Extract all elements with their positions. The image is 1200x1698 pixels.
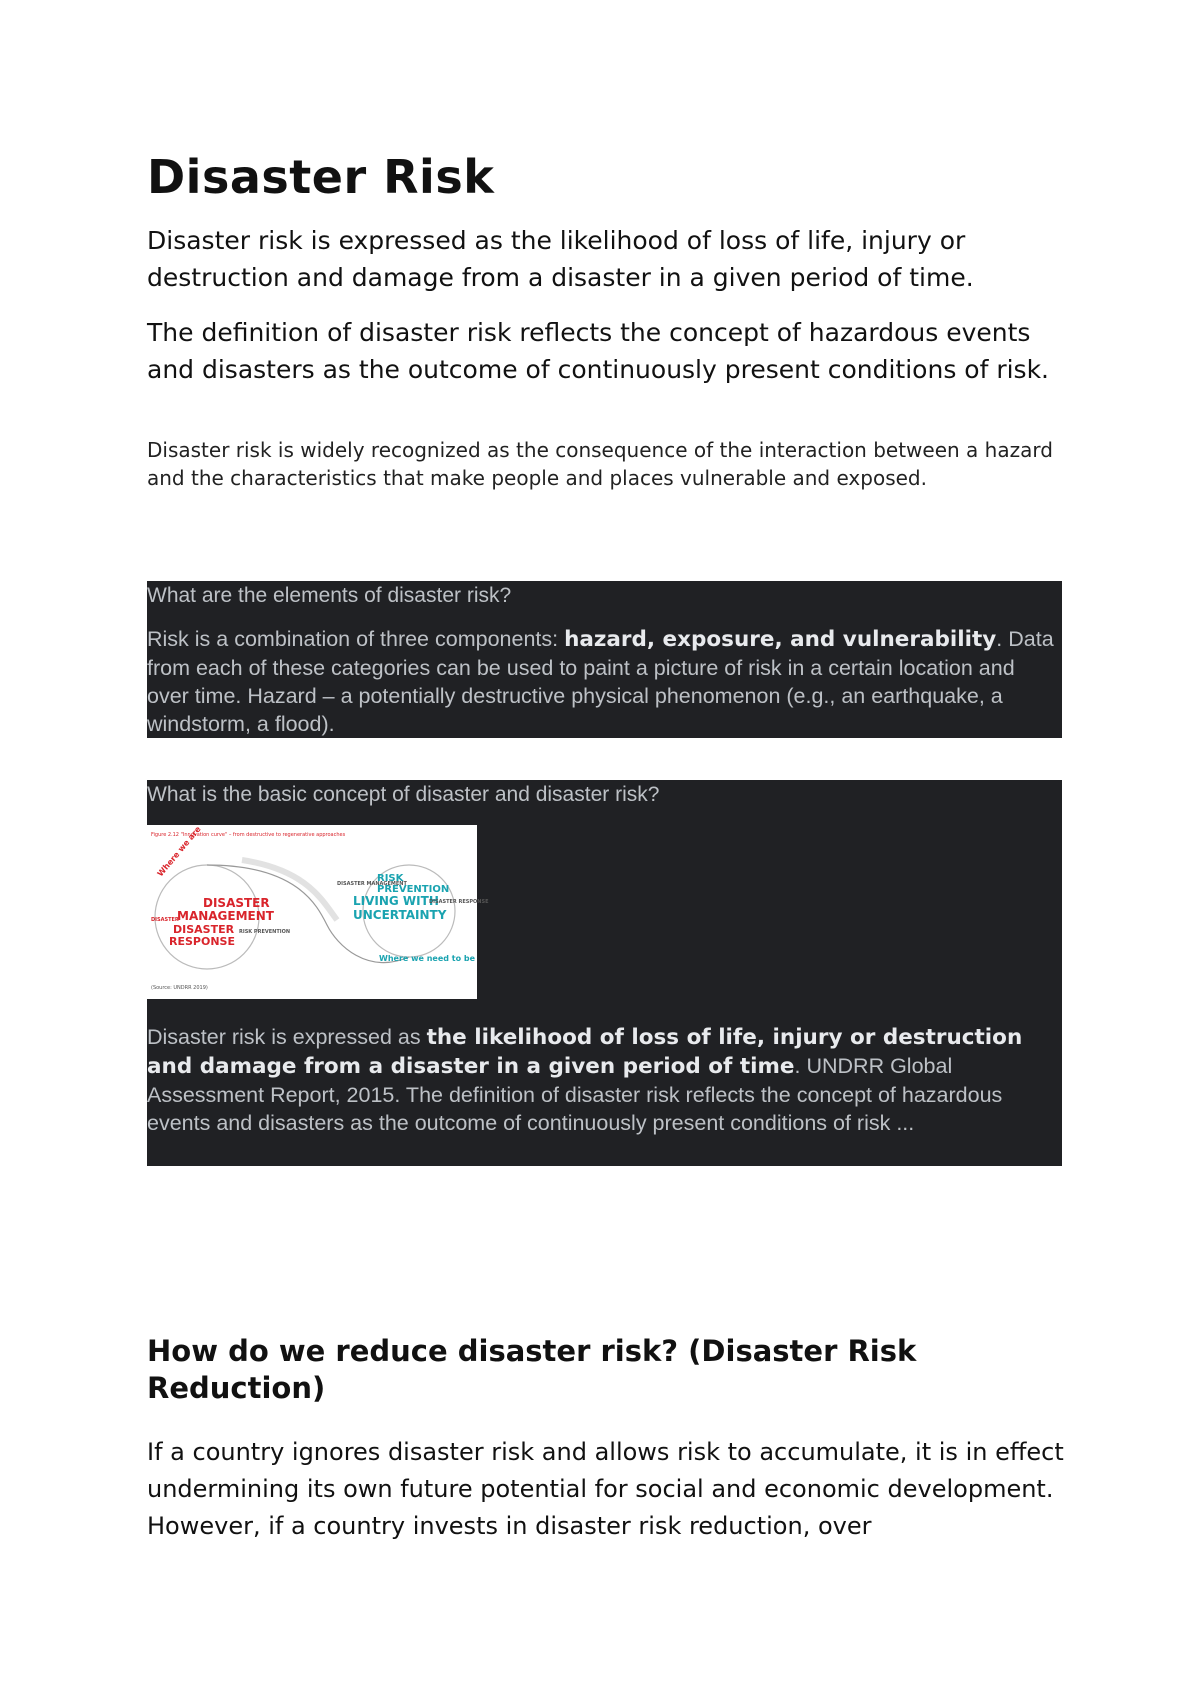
left-label-1: DISASTER bbox=[203, 896, 270, 910]
left-label-2: MANAGEMENT bbox=[177, 909, 274, 923]
snippet-question: What are the elements of disaster risk? bbox=[147, 584, 512, 607]
right-label-3: LIVING WITH bbox=[353, 894, 439, 908]
snippet-question: What is the basic concept of disaster and disaster risk? bbox=[147, 783, 660, 806]
intro-paragraph-3: Disaster risk is widely recognized as the consequence of the interaction between a hazard and the characteristics that make people and places vulnerable and exposed. bbox=[147, 438, 1053, 490]
arc-right-label: Where we need to be bbox=[379, 954, 476, 963]
snippet-answer bbox=[147, 1023, 1062, 1137]
answer-text-cont: . UNDRR Global Assessment Report, 2015. The definition of disaster risk reflects the concept of hazardous events and disasters as the outcome of continuously present conditions of risk ... bbox=[147, 1054, 1003, 1135]
right-label-5: DISASTER MANAGEMENT bbox=[337, 881, 407, 887]
arc-left-label: Where we are bbox=[155, 824, 203, 879]
answer-bold: hazard, exposure, and vulnerability bbox=[564, 627, 997, 652]
innovation-curve-diagram bbox=[147, 824, 489, 999]
left-label-5: DISASTER bbox=[151, 917, 179, 923]
section-heading: How do we reduce disaster risk? (Disaster Risk Reduction) bbox=[147, 1334, 917, 1405]
intro-paragraph-1: Disaster risk is expressed as the likelihood of loss of life, injury or destruction and damage from a disaster in a given period of time. bbox=[147, 226, 974, 292]
right-label-1: RISK bbox=[377, 873, 404, 884]
figure-caption: Figure 2.12 "Innovation curve" – from destructive to regenerative approaches bbox=[151, 832, 346, 838]
answer-text: Disaster risk is expressed as bbox=[147, 1025, 427, 1049]
figure-source: (Source: UNDRR 2019) bbox=[151, 985, 208, 991]
left-label-4: RESPONSE bbox=[169, 935, 235, 948]
answer-text: Risk is a combination of three components: bbox=[147, 627, 565, 651]
innovation-curve-figure bbox=[147, 824, 489, 999]
search-snippet-concept bbox=[147, 780, 1062, 1166]
right-label-6: DISASTER RESPONSE bbox=[429, 899, 489, 905]
right-label-2: PREVENTION bbox=[377, 884, 450, 895]
snippet-answer bbox=[147, 625, 1062, 738]
search-snippet-elements bbox=[147, 581, 1062, 738]
answer-text-cont: . Data from each of these categories can be used to paint a picture of risk in a certain location and over time. Hazard – a potentially destructive physical phenomenon (e.g., an earthquake, a windstorm, a flood). bbox=[147, 627, 1054, 736]
section-body: If a country ignores disaster risk and allows risk to accumulate, it is in effect undermining its own future potential for social and economic development. However, if a country invests in disaster risk reduction, over bbox=[147, 1438, 1064, 1540]
right-label-4: UNCERTAINTY bbox=[353, 908, 447, 922]
left-label-6: RISK PREVENTION bbox=[239, 929, 291, 935]
left-label-3: DISASTER bbox=[173, 923, 235, 936]
answer-bold: the likelihood of loss of life, injury or destruction and damage from a disaster in a given period of time bbox=[147, 1025, 1023, 1079]
intro-paragraph-2: The definition of disaster risk reflects the concept of hazardous events and disasters as the outcome of continuously present conditions of risk. bbox=[147, 318, 1050, 384]
page-title: Disaster Risk bbox=[147, 150, 495, 204]
